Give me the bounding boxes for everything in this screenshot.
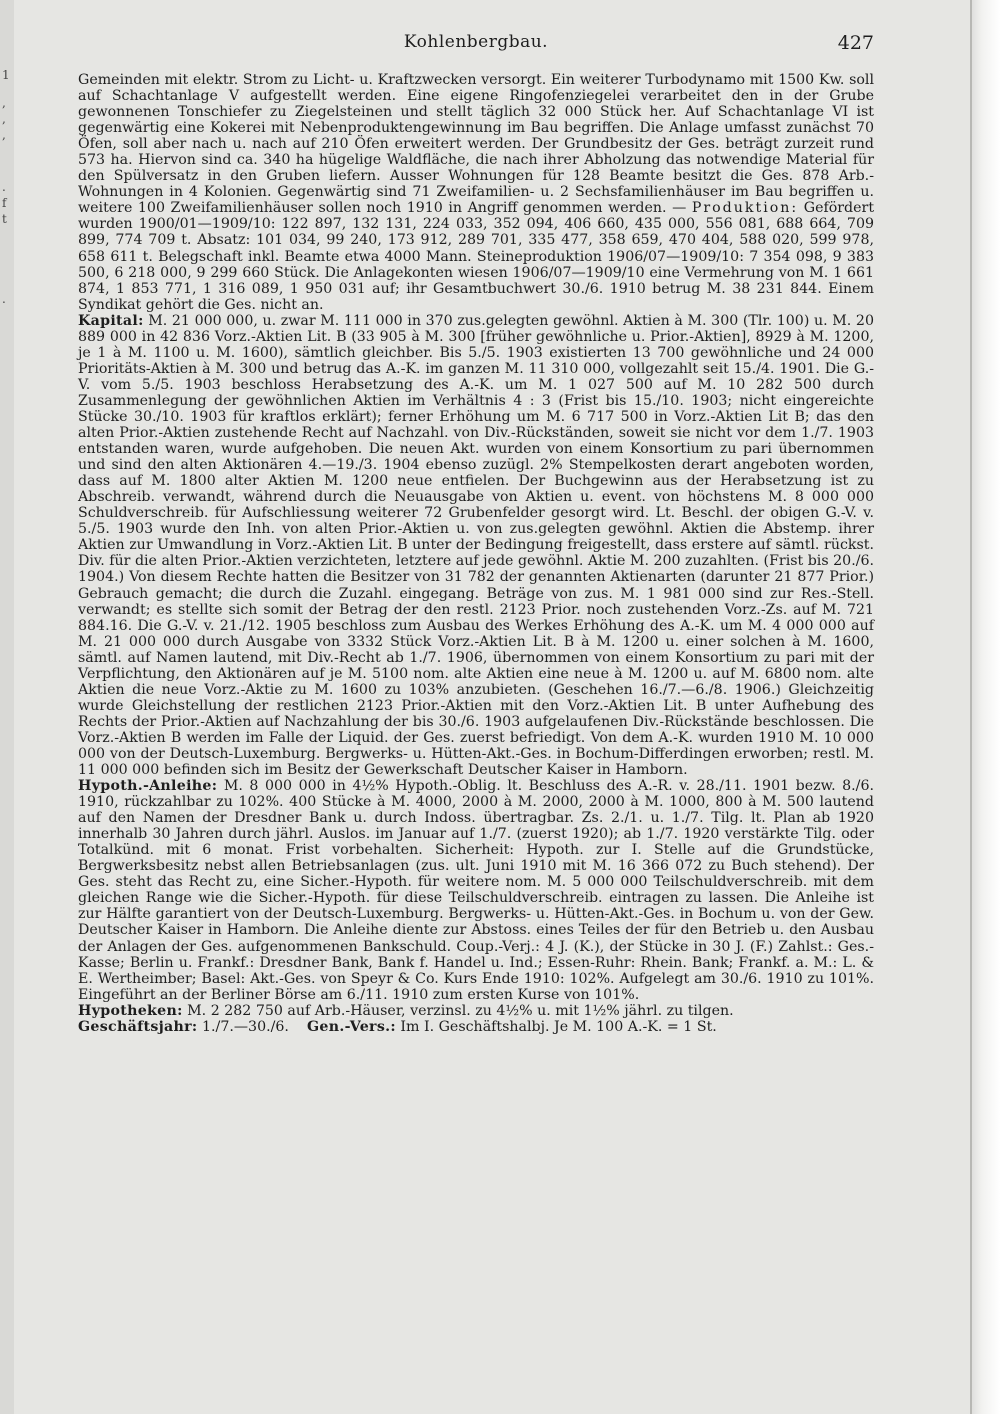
paragraph-text: Gefördert wurden 1900/01—1909/10: 122 897, 132 131, 224 033, 352 094, 406 660, 435 000, 556 081, 688 664, 709 899, 774 709 t. Absatz: 101 034, 99 240, 173 912, 289 701, 335 477, 358 659, 470 404, 588 020, 599 978, 658 611 t. Belegschaft inkl. Beamte etwa 4000 Mann. Steineproduktion 1906/07—1909/10: 7 354 098, 9 383 500, 6 218 000, 9 299 660 Stück. Die Anlagekonten wiesen 1906/07—1909/10 eine Vermehrung von M. 1 661 874, 1 853 771, 1 316 089, 1 950 031 auf; ihr Gesamtbuchwert 30./6. 1910 betrug M. 38 231 844. Einem Syndikat gehört die Ges. nicht an. (78, 200, 875, 313)
margin-mark: , (2, 128, 6, 142)
margin-mark: , (2, 112, 6, 126)
paragraph-text: M. 2 282 750 auf Arb.-Häuser, verzinsl. zu 4½% u. mit 1½% jährl. zu tilgen. (187, 1002, 734, 1019)
paragraph-text: M. 8 000 000 in 4½% Hypoth.-Oblig. lt. Beschluss des A.-R. v. 28./11. 1901 bezw. 8./6. 1910, rückzahlbar zu 102%. 400 Stücke à M. 4000, 2000 à M. 2000, 2000 à M. 1000, 800 à M. 500 lautend auf den Namen der Dresdner Bank u. durch Indoss. übertragbar. Zs. 2./1. u. 1./7. Tilg. lt. Plan ab 1920 innerhalb 30 Jahren durch jährl. Auslos. im Januar auf 1./7. (zuerst 1920); ab 1./7. 1920 verstärkte Tilg. oder Totalkünd. mit 6 monat. Frist vorbehalten. Sicherheit: Hypoth. zur I. Stelle auf die Grundstücke, Bergwerksbesitz nebst allen Betriebsanlagen (zus. ult. Juni 1910 mit M. 16 366 072 zu Buch stehend). Der Ges. steht das Recht zu, eine Sicher.-Hypoth. für weitere nom. M. 5 000 000 Teilschuldverschreib. mit dem gleichen Range wie die Sicher.-Hypoth. für diese Teilschuldverschreib. eintragen zu lassen. Die Anleihe ist zur Hälfte garantiert von der Deutsch-Luxemburg. Bergwerks- u. Hütten-Akt.-Ges. in Bochum u. von der Gew. Deutscher Kaiser in Hamborn. Die Anleihe diente zur Abstoss. eines Teiles der für den Betrieb u. den Ausbau der Anlagen der Ges. aufgenommenen Bankschuld. Coup.-Verj.: 4 J. (K.), der Stücke in 30 J. (F.) Zahlst.: Ges.-Kasse; Berlin u. Frankf.: Dresdner Bank, Bank f. Handel u. Ind.; Essen-Ruhr: Rhein. Bank; Frankf. a. M.: L. & E. Wertheimber; Basel: Akt.-Ges. von Speyr & Co. Kurs Ende 1910: 102%. Aufgelegt am 30./6. 1910 zu 101%. Eingeführt an der Berliner Börse am 6./11. 1910 zum ersten Kurse von 101%. (78, 778, 875, 1003)
margin-mark: , (2, 96, 6, 110)
paragraph-mortgages (78, 1003, 874, 1019)
paragraph-text: Im I. Geschäftshalbj. Je M. 100 A.-K. = 1 St. (400, 1018, 717, 1035)
margin-mark: . (2, 180, 6, 194)
paragraph-company-facilities (78, 72, 874, 313)
right-margin (970, 0, 1000, 1414)
page-header (78, 32, 874, 56)
page-number: 427 (837, 32, 874, 54)
margin-mark: . (2, 292, 6, 306)
section-label-general-meeting: Gen.-Vers.: (306, 1018, 396, 1035)
margin-mark: 1 (2, 68, 10, 82)
section-label-capital: Kapital: (78, 312, 144, 329)
section-label-production: Produktion: (691, 200, 799, 217)
paragraph-capital (78, 313, 874, 778)
paragraph-mortgage-loan (78, 778, 874, 1003)
margin-mark: f (2, 196, 7, 210)
paragraph-text: Gemeinden mit elektr. Strom zu Licht- u. Kraftzwecken versorgt. Ein weiterer Turbodynamo mit 1500 Kw. soll auf Schachtanlage V aufgestellt werden. Eine eigene Ringofenziegelei verarbeitet den in der Grube gewonnenen Tonschiefer zu Ziegelsteinen und stellt täglich 32 000 Stück her. Auf Schachtanlage VI ist gegenwärtig eine Kokerei mit Nebenproduktengewinnung im Bau begriffen. Die Anlage umfasst zunächst 70 Öfen, soll aber nach u. nach auf 210 Öfen erweitert werden. Der Grundbesitz der Ges. beträgt zurzeit rund 573 ha. Hiervon sind ca. 340 ha hügelige Waldfläche, die nach ihrer Abholzung das notwendige Material für den Spülversatz in den Gruben liefern. Ausser Wohnungen für 128 Beamte besitzt die Ges. 878 Arb.-Wohnungen in 4 Kolonien. Gegenwärtig sind 71 Zweifamilien- u. 2 Sechsfamilienhäuser im Bau begriffen u. weitere 100 Zweifamilienhäuser sollen noch 1910 in Angriff genommen werden. — (78, 72, 874, 217)
margin-mark: t (2, 212, 7, 226)
document-body (78, 72, 874, 1035)
left-margin-marks (2, 0, 14, 1414)
section-label-mortgage-loan: Hypoth.-Anleihe: (78, 778, 218, 795)
section-label-fiscal-year: Geschäftsjahr: (78, 1018, 198, 1035)
gutter-line (970, 0, 972, 1414)
running-title: Kohlenbergbau. (403, 32, 549, 52)
section-label-mortgages: Hypotheken: (78, 1002, 183, 1019)
paragraph-text: M. 21 000 000, u. zwar M. 111 000 in 370 zus.gelegten gewöhnl. Aktien à M. 300 (Tlr. 100) u. M. 20 889 000 in 42 836 Vorz.-Aktien Lit. B (33 905 à M. 300 [früher gewöhnliche u. Prior.-Aktien], 8929 à M. 1200, je 1 à M. 1100 u. M. 1600), sämtlich gleichber. Bis 5./5. 1903 existierten 13 700 gewöhnliche und 24 000 Prioritäts-Aktien à M. 300 und betrug das A.-K. im ganzen M. 11 310 000, vollgezahlt seit 15./4. 1901. Die G.-V. vom 5./5. 1903 beschloss Herabsetzung des A.-K. um M. 1 027 500 auf M. 10 282 500 durch Zusammenlegung der gewöhnlichen Aktien im Verhältnis 4 : 3 (Frist bis 15./10. 1903; nicht eingereichte Stücke 30./10. 1903 für kraftlos erklärt); ferner Erhöhung um M. 6 717 500 in Vorz.-Aktien Lit B; das den alten Prior.-Aktien zustehende Recht auf Nachzahl. von Div.-Rückständen, soweit sie nicht vor dem 1./7. 1903 entstanden waren, wurde aufgehoben. Die neuen Akt. wurden von einem Konsortium zu pari übernommen und sind den alten Aktionären 4.—19./3. 1904 ebenso zuzügl. 2% Stempelkosten derart angeboten worden, dass auf M. 1800 alter Aktien M. 1200 neue entfielen. Der Buchgewinn aus der Herabsetzung ist zu Abschreib. verwandt, während durch die Neuausgabe von Aktien u. event. von höchstens M. 8 000 000 Schuldverschreib. für Aufschliessung weiterer 72 Grubenfelder gesorgt wird. Lt. Beschl. der obigen G.-V. v. 5./5. 1903 wurde den Inh. von alten Prior.-Aktien u. von zus.gelegten gewöhnl. Aktien die Abstemp. ihrer Aktien zur Umwandlung in Vorz.-Aktien Lit. B unter der Bedingung freigestellt, dass erstere auf sämtl. rückst. Div. für die alten Prior.-Aktien verzichteten, letztere auf jede gewöhnl. Aktie M. 200 zuzahlten. (Frist bis 20./6. 1904.) Von diesem Rechte hatten die Besitzer von 31 782 der genannten Aktienarten (darunter 21 877 Prior.) Gebrauch gemacht; die durch die Zuzahl. eingegang. Beträge von zus. M. 1 981 000 sind zur Res.-Stell. verwandt; es stellte sich somit der Betrag der den restl. 2123 Prior. noch zustehenden Vorz.-Zs. auf M. 721 884.16. Die G.-V. v. 21./12. 1905 beschloss zum Ausbau des Werkes Erhöhung des A.-K. um M. 4 000 000 auf M. 21 000 000 durch Ausgabe von 3332 Stück Vorz.-Aktien Lit. B à M. 1200 u. einer solchen à M. 1600, sämtl. auf Namen lautend, mit Div.-Recht ab 1./7. 1906, übernommen von einem Konsortium zu pari mit der Verpflichtung, den Aktionären auf je M. 5100 nom. alte Aktien eine neue à M. 1200 u. auf M. 6800 nom. alte Aktien die neue Vorz.-Aktie zu M. 1600 zu 103% anzubieten. (Geschehen 16./7.—6./8. 1906.) Gleichzeitig wurde Gleichstellung der restlichen 2123 Prior.-Aktien mit den Vorz.-Aktien Lit. B unter Aufhebung des Rechts der Prior.-Aktien auf Nachzahlung der bis 30./6. 1903 aufgelaufenen Div.-Rückstände beschlossen. Die Vorz.-Aktien B werden im Falle der Liquid. der Ges. zuerst befriedigt. Von dem A.-K. wurden 1910 M. 10 000 000 von der Deutsch-Luxemburg. Bergwerks- u. Hütten-Akt.-Ges. in Bochum-Differdingen erworben; restl. M. 11 000 000 befinden sich im Besitz der Gewerkschaft Deutscher Kaiser in Hamborn. (78, 312, 875, 779)
paragraph-fiscal-year (78, 1019, 874, 1035)
paragraph-text: 1./7.—30./6. (202, 1018, 289, 1035)
